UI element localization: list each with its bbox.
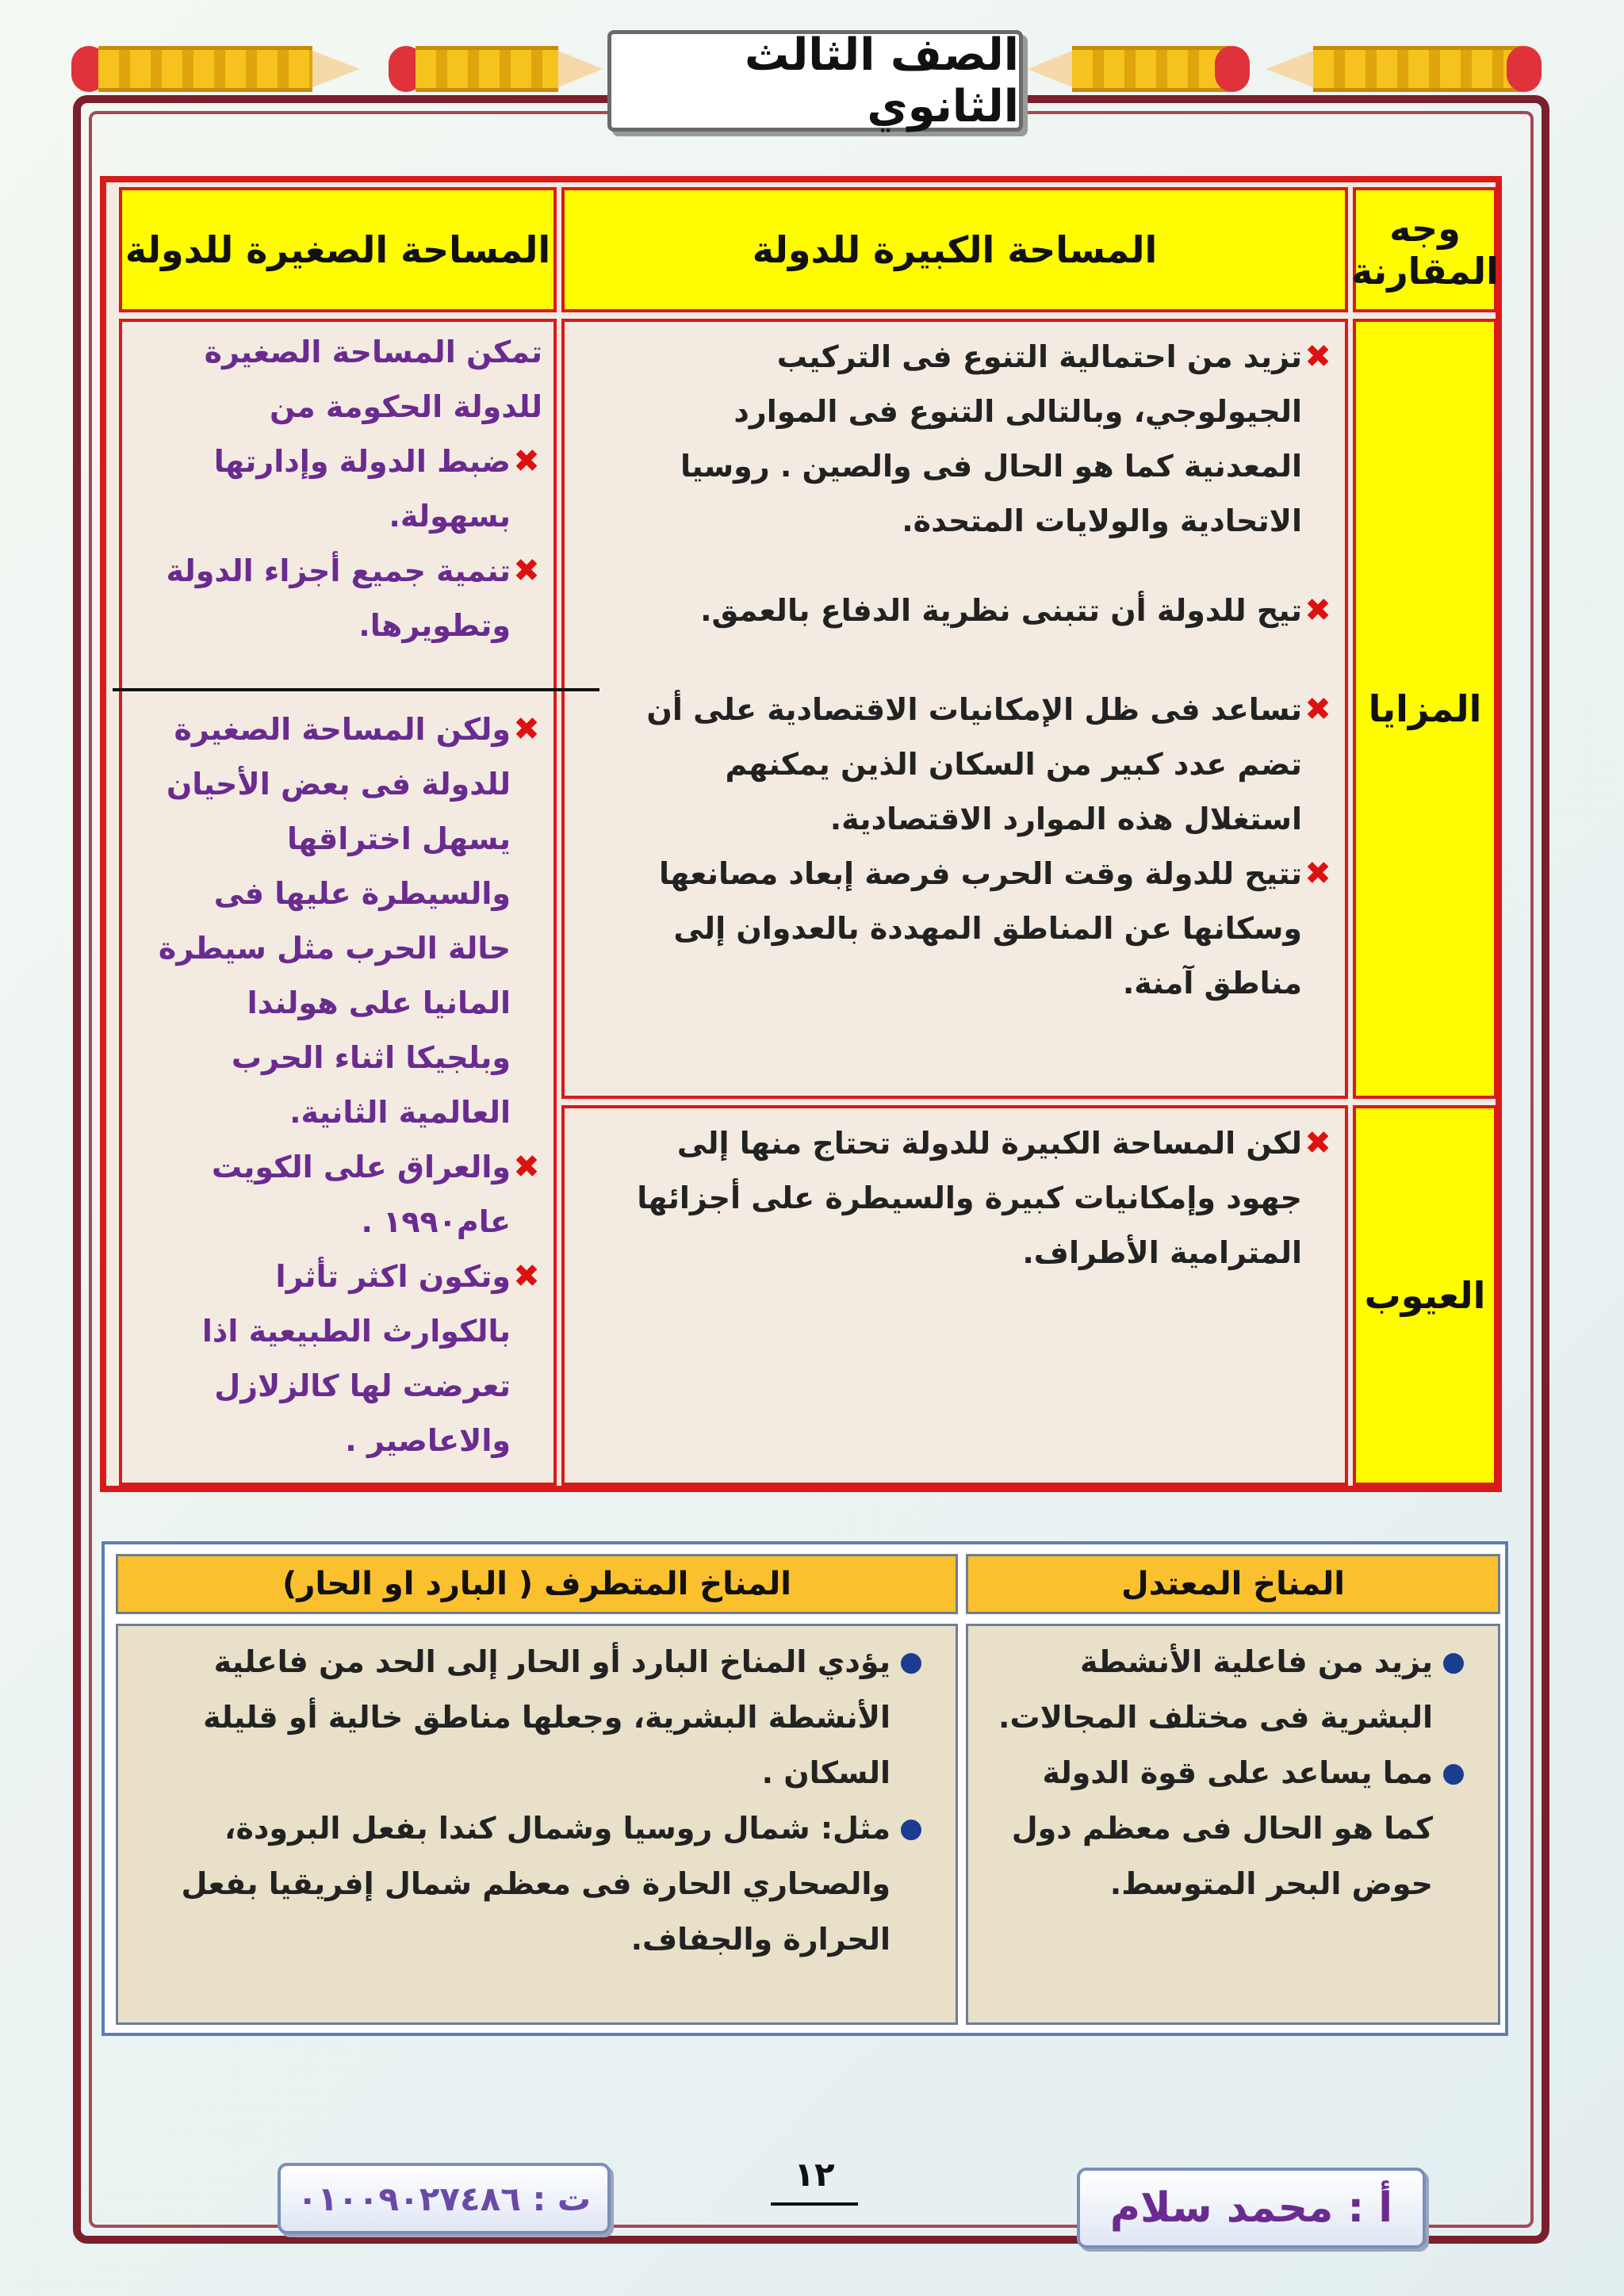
x-mark-icon: ✖ bbox=[513, 443, 540, 480]
bullet-dot-icon: ● bbox=[899, 1812, 923, 1844]
comparison-table bbox=[100, 176, 1502, 1492]
x-mark-icon: ✖ bbox=[1304, 691, 1331, 728]
pencil-decoration-left bbox=[71, 46, 603, 92]
x-mark-icon: ✖ bbox=[513, 1258, 540, 1295]
header-extreme-climate: المناخ المتطرف ( البارد او الحار) bbox=[116, 1554, 958, 1614]
list-item: ✖ ضبط الدولة وإدارتها بسهولة. bbox=[154, 434, 542, 544]
x-mark-icon: ✖ bbox=[1304, 592, 1331, 629]
list-item: ✖ تنمية جميع أجزاء الدولة وتطويرها. bbox=[154, 544, 542, 653]
extreme-climate-cell bbox=[116, 1624, 958, 2025]
header-small-area: المساحة الصغيرة للدولة bbox=[119, 187, 557, 312]
page-number: ١٢ bbox=[771, 2155, 858, 2206]
climate-table bbox=[102, 1541, 1508, 2036]
spacer bbox=[154, 653, 542, 702]
header-moderate-climate: المناخ المعتدل bbox=[966, 1554, 1500, 1614]
list-item: ✖ تساعد فى ظل الإمكانيات الاقتصادية على أن تضم عدد كبير من السكان الذين يمكنهم استغلال هذه الموارد الاقتصادية. bbox=[620, 683, 1334, 847]
small-area-intro: تمكن المساحة الصغيرة للدولة الحكومة من bbox=[204, 335, 542, 424]
divider-line bbox=[113, 688, 599, 691]
list-item: ✖ تيح للدولة أن تتبنى نظرية الدفاع بالعمق. bbox=[620, 584, 1334, 638]
list-item: ✖ تتيح للدولة وقت الحرب فرصة إبعاد مصانعها وسكانها عن المناطق المهددة بالعدوان إلى مناطق آمنة. bbox=[620, 847, 1334, 1011]
x-mark-icon: ✖ bbox=[513, 1149, 540, 1185]
phone-label: ت : ٠١٠٠٩٠٢٧٤٨٦ bbox=[278, 2163, 611, 2234]
grade-title: الصف الثالث الثانوي bbox=[607, 30, 1023, 132]
large-area-advantages bbox=[561, 319, 1348, 1099]
pencil-decoration-right bbox=[1028, 46, 1551, 92]
x-mark-icon: ✖ bbox=[1304, 339, 1331, 375]
list-item: ✖ والعراق على الكويت عام١٩٩٠ . bbox=[154, 1140, 542, 1249]
small-area-cell bbox=[119, 319, 557, 1486]
author-label: أ : محمد سلام bbox=[1077, 2168, 1426, 2248]
x-mark-icon: ✖ bbox=[1304, 1125, 1331, 1161]
x-mark-icon: ✖ bbox=[513, 553, 540, 589]
header-comparison-aspect: وجه المقارنة bbox=[1353, 187, 1497, 312]
bullet-dot-icon: ● bbox=[1442, 1646, 1465, 1678]
row-label-advantages: المزايا bbox=[1353, 319, 1497, 1099]
list-item: ● يؤدي المناخ البارد أو الحار إلى الحد من فاعلية الأنشطة البشرية، وجعلها مناطق خالية أو قليلة السكان . bbox=[142, 1634, 932, 1800]
list-item: ✖ ولكن المساحة الصغيرة للدولة فى بعض الأحيان يسهل اختراقها والسيطرة عليها فى حالة الحرب مثل سيطرة المانيا على هولندا وبلجيكا اثناء الحرب العالمية الثانية. bbox=[154, 702, 542, 1140]
list-item: ✖ لكن المساحة الكبيرة للدولة تحتاج منها إلى جهود وإمكانيات كبيرة والسيطرة على أجزائها المترامية الأطراف. bbox=[620, 1116, 1334, 1280]
list-item: ● يزيد من فاعلية الأنشطة البشرية فى مختلف المجالات. bbox=[992, 1634, 1474, 1745]
header-large-area: المساحة الكبيرة للدولة bbox=[561, 187, 1348, 312]
moderate-climate-cell bbox=[966, 1624, 1500, 2025]
large-area-disadvantages bbox=[561, 1105, 1348, 1486]
list-item: ✖ تزيد من احتمالية التنوع فى التركيب الجيولوجي، وبالتالى التنوع فى الموارد المعدنية كما هو الحال فى والصين . روسيا الاتحادية والولايات المتحدة. bbox=[620, 330, 1334, 549]
list-item: ● مثل: شمال روسيا وشمال كندا بفعل البرودة، والصحاري الحارة فى معظم شمال إفريقيا بفعل الحرارة والجفاف. bbox=[142, 1800, 932, 1967]
x-mark-icon: ✖ bbox=[1304, 855, 1331, 892]
x-mark-icon: ✖ bbox=[513, 711, 540, 748]
list-item: ✖ وتكون اكثر تأثرا بالكوارث الطبيعية اذا تعرضت لها كالزلازل والاعاصير . bbox=[154, 1249, 542, 1468]
list-item: ● مما يساعد على قوة الدولة كما هو الحال فى معظم دول حوض البحر المتوسط. bbox=[992, 1745, 1474, 1911]
bullet-dot-icon: ● bbox=[899, 1646, 923, 1678]
bullet-dot-icon: ● bbox=[1442, 1757, 1465, 1789]
row-label-disadvantages: العيوب bbox=[1353, 1105, 1497, 1486]
